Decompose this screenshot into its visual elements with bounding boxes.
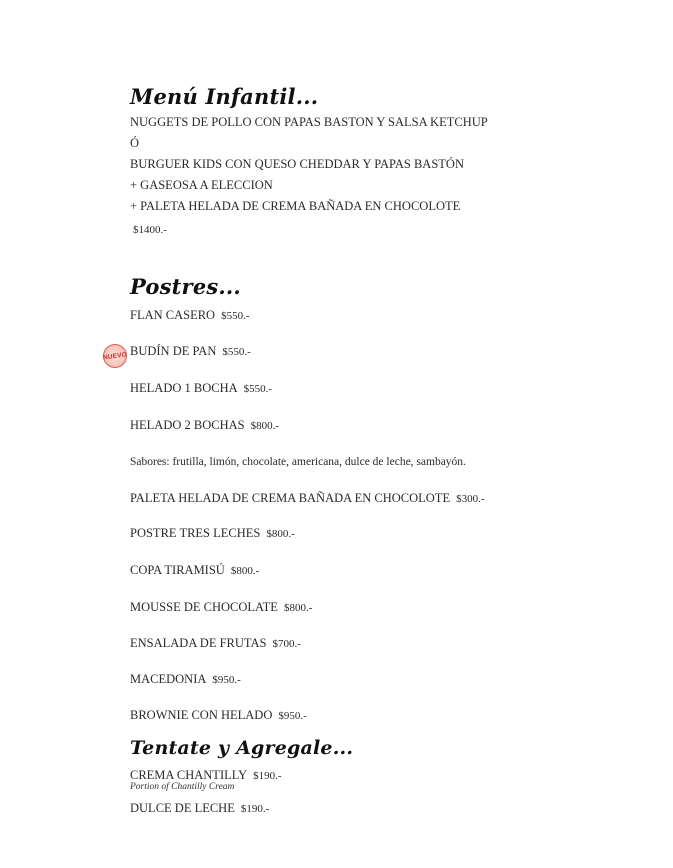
- infantil-line: NUGGETS DE POLLO CON PAPAS BASTON Y SALSA KETCHUP: [130, 115, 488, 129]
- postre-item: [130, 380, 272, 397]
- infantil-line: + PALETA HELADA DE CREMA BAÑADA EN CHOCOLOTE: [130, 199, 461, 213]
- postre-item: [130, 599, 312, 616]
- postres-heading: Postres...: [130, 274, 241, 299]
- postre-name: COPA TIRAMISÚ: [130, 563, 225, 577]
- nuevo-badge-label: NUEVO: [102, 350, 128, 362]
- postre-name: PALETA HELADA DE CREMA BAÑADA EN CHOCOLOTE: [130, 491, 451, 505]
- infantil-heading: Menú Infantil...: [130, 84, 319, 109]
- extra-price: $190.-: [253, 770, 282, 782]
- postre-item: [130, 417, 279, 434]
- postre-name: HELADO 1 BOCHA: [130, 381, 238, 395]
- infantil-line: + GASEOSA A ELECCION: [130, 178, 273, 192]
- extra-item: [130, 800, 269, 817]
- postre-item: [130, 525, 295, 542]
- postre-price: $950.-: [278, 710, 307, 722]
- infantil-price: $1400.-: [133, 224, 167, 236]
- postre-price: $800.-: [230, 565, 260, 577]
- postre-price: $550.-: [222, 346, 251, 358]
- postre-price: $700.-: [272, 638, 301, 650]
- postre-item: [130, 490, 485, 507]
- postre-item: [130, 562, 259, 579]
- infantil-line: BURGUER KIDS CON QUESO CHEDDAR Y PAPAS BASTÓN: [130, 157, 464, 171]
- postre-price: $550.-: [243, 383, 273, 395]
- postre-name: BUDÍN DE PAN: [130, 344, 217, 358]
- postre-name: BROWNIE CON HELADO: [130, 708, 273, 722]
- postre-name: MOUSSE DE CHOCOLATE: [130, 600, 278, 614]
- postre-item: [130, 307, 250, 324]
- extra-name: DULCE DE LECHE: [130, 801, 235, 815]
- extra-subtitle: Portion of Chantilly Cream: [130, 782, 235, 792]
- postre-item: [130, 635, 301, 652]
- infantil-line: Ó: [130, 136, 140, 150]
- postre-price: $550.-: [221, 310, 250, 322]
- postre-name: ENSALADA DE FRUTAS: [130, 636, 267, 650]
- postre-price: $950.-: [212, 674, 241, 686]
- postre-price: $800.-: [250, 420, 280, 432]
- extras-heading: Tentate y Agregale...: [130, 737, 354, 759]
- postre-name: FLAN CASERO: [130, 308, 216, 322]
- sabores-note: Sabores: frutilla, limón, chocolate, americana, dulce de leche, sambayón.: [130, 456, 466, 468]
- postre-price: $800.-: [283, 602, 313, 614]
- postre-item: [130, 707, 307, 724]
- extra-name: CREMA CHANTILLY: [130, 768, 248, 782]
- extra-price: $190.-: [240, 803, 270, 815]
- postre-item: [130, 343, 251, 360]
- postre-name: MACEDONIA: [130, 672, 207, 686]
- postre-name: HELADO 2 BOCHAS: [130, 418, 245, 432]
- postre-price: $300.-: [456, 493, 485, 505]
- postre-price: $800.-: [266, 528, 295, 540]
- postre-item: [130, 671, 241, 688]
- postre-name: POSTRE TRES LECHES: [130, 526, 261, 540]
- nuevo-stamp-icon: [103, 344, 127, 368]
